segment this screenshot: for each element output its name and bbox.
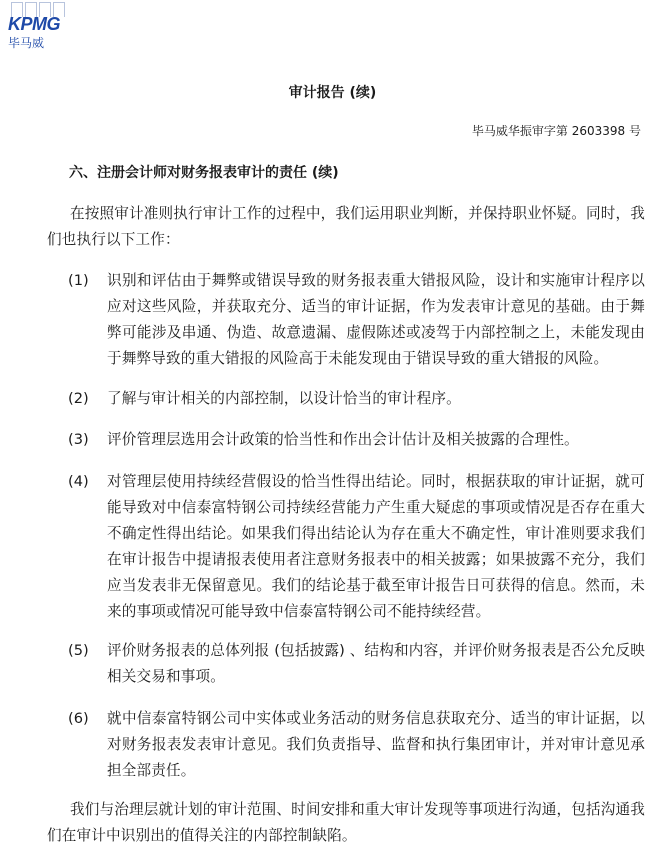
logo-wordmark: KPMG bbox=[8, 14, 60, 34]
reference-number: 毕马威华振审字第 2603398 号 bbox=[471, 124, 641, 138]
list-number: (3) bbox=[68, 431, 89, 448]
list-number: (4) bbox=[68, 473, 89, 490]
list-text: 识别和评估由于舞弊或错误导致的财务报表重大错报风险，设计和实施审计程序以应对这些风险，并获取充分、适当的审计证据，作为发表审计意见的基础。由于舞弊可能涉及串通、伪造、故意遗漏、虚假陈述或凌驾于内部控制之上，未能发现由于舞弊导致的重大错报的风险高于未能发现由于错误导致的重大错报的风险。 bbox=[107, 272, 645, 367]
list-number: (2) bbox=[68, 390, 89, 407]
kpmg-logo bbox=[8, 2, 70, 54]
list-number: (5) bbox=[68, 642, 89, 659]
document-title: 审计报告 (续) bbox=[288, 85, 377, 101]
intro-paragraph: 在按照审计准则执行审计工作的过程中，我们运用职业判断，并保持职业怀疑。同时，我们也执行以下工作： bbox=[47, 205, 646, 248]
list-text: 评价管理层选用会计政策的恰当性和作出会计估计及相关披露的合理性。 bbox=[107, 431, 579, 448]
list-text: 评价财务报表的总体列报 (包括披露) 、结构和内容，并评价财务报表是否公允反映相关交易和事项。 bbox=[107, 642, 645, 685]
logo-chinese-name: 毕马威 bbox=[8, 36, 45, 50]
section-heading: 六、注册会计师对财务报表审计的责任 (续) bbox=[69, 165, 339, 181]
list-item-4 bbox=[68, 469, 645, 625]
list-text: 了解与审计相关的内部控制，以设计恰当的审计程序。 bbox=[107, 390, 461, 407]
list-number: (6) bbox=[68, 710, 89, 727]
list-item-2 bbox=[68, 386, 645, 412]
list-text: 对管理层使用持续经营假设的恰当性得出结论。同时，根据获取的审计证据，就可能导致对中信泰富特钢公司持续经营能力产生重大疑虑的事项或情况是否存在重大不确定性得出结论。如果我们得出结论认为存在重大不确定性，审计准则要求我们在审计报告中提请报表使用者注意财务报表中的相关披露；如果披露不充分，我们应当发表非无保留意见。我们的结论基于截至审计报告日可获得的信息。然而，未来的事项或情况可能导致中信泰富特钢公司不能持续经营。 bbox=[107, 473, 645, 620]
list-number: (1) bbox=[68, 272, 89, 289]
list-item-6 bbox=[68, 706, 645, 784]
closing-paragraph: 我们与治理层就计划的审计范围、时间安排和重大审计发现等事项进行沟通，包括沟通我们在审计中识别出的值得关注的内部控制缺陷。 bbox=[47, 801, 646, 844]
list-item-1 bbox=[68, 268, 645, 372]
list-text: 就中信泰富特钢公司中实体或业务活动的财务信息获取充分、适当的审计证据，以对财务报表发表审计意见。我们负责指导、监督和执行集团审计，并对审计意见承担全部责任。 bbox=[107, 710, 645, 779]
list-item-3 bbox=[68, 427, 645, 453]
list-item-5 bbox=[68, 638, 645, 690]
